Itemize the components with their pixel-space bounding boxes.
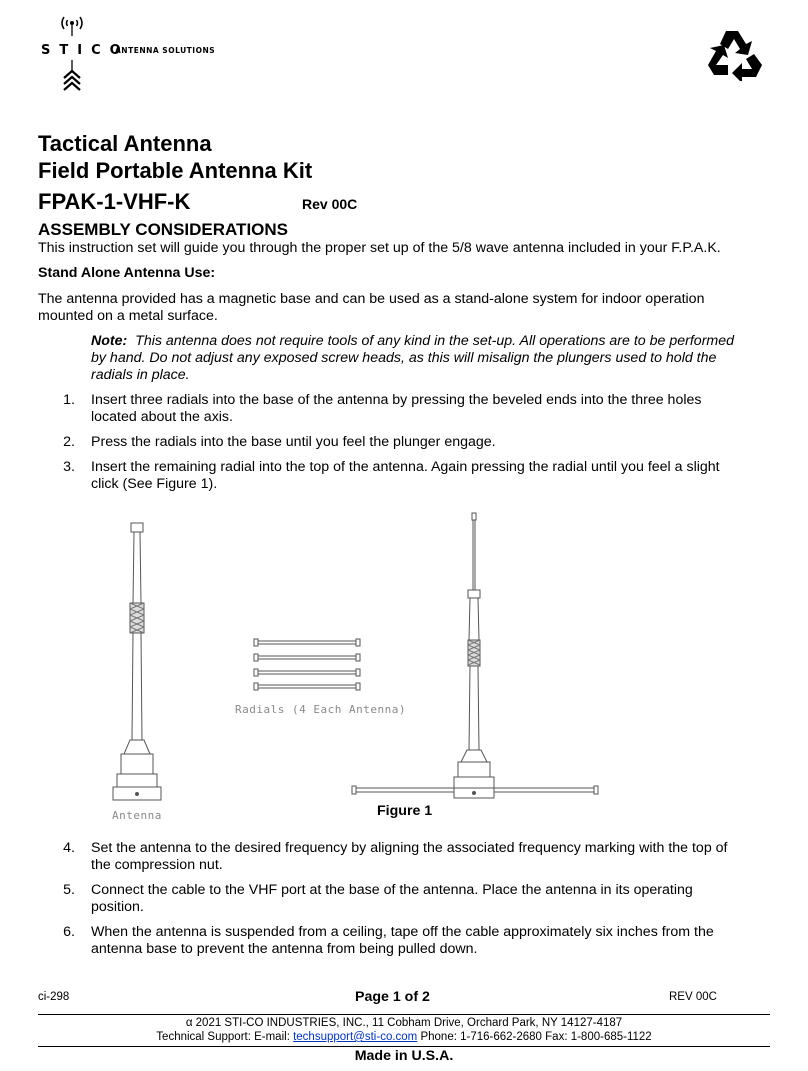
support-line <box>0 1031 808 1043</box>
antenna-signal-icon <box>58 14 86 36</box>
list-item <box>53 882 773 918</box>
assembled-antenna-drawing <box>352 513 598 798</box>
antenna-label: Antenna <box>112 809 162 822</box>
support-email-link[interactable]: techsupport@sti-co.com <box>293 1031 418 1043</box>
step-number: 3. <box>63 459 75 475</box>
step-line1: When the antenna is suspended from a ceiling, tape off the cable approximately six inches from the <box>91 924 714 940</box>
intro-paragraph: This instruction set will guide you through the proper set up of the 5/8 wave antenna included in your F.P.A.K. <box>38 240 721 256</box>
footer-divider-bottom <box>38 1046 770 1047</box>
page-number: Page 1 of 2 <box>355 989 430 1005</box>
title-model: FPAK-1-VHF-K <box>38 189 191 214</box>
step-line1: Set the antenna to the desired frequency by aligning the associated frequency marking with the top of <box>91 840 728 856</box>
note-text-line1: This antenna does not require tools of any kind in the set-up. All operations are to be performed <box>135 333 735 349</box>
subheading: Stand Alone Antenna Use: <box>38 265 216 281</box>
step-line1: Press the radials into the base until you feel the plunger engage. <box>91 434 496 450</box>
title-line2: Field Portable Antenna Kit <box>38 158 313 183</box>
footer-rev: REV 00C <box>669 991 717 1003</box>
note-line3: radials in place. <box>91 367 190 383</box>
company-logo <box>38 14 218 92</box>
paragraph-line2: mounted on a metal surface. <box>38 308 218 324</box>
step-number: 1. <box>63 392 75 408</box>
paragraph-line1: The antenna provided has a magnetic base and can be used as a stand-alone system for indoor operation <box>38 291 705 307</box>
figure-1-drawing <box>90 508 620 808</box>
step-line2: the compression nut. <box>91 857 223 873</box>
radials-label: Radials (4 Each Antenna) <box>235 703 406 716</box>
note-line2: by hand. Do not adjust any exposed screw heads, as this will misalign the plungers used to hold the <box>91 350 717 366</box>
list-item <box>53 840 773 876</box>
list-item <box>53 392 773 428</box>
antenna-drawing <box>113 523 161 800</box>
list-item <box>53 924 773 960</box>
step-line2: located about the axis. <box>91 409 233 425</box>
note-line1 <box>91 333 734 351</box>
step-line2: click (See Figure 1). <box>91 476 218 492</box>
recycle-icon <box>706 27 764 81</box>
step-line1: Connect the cable to the VHF port at the base of the antenna. Place the antenna in its operating <box>91 882 693 898</box>
step-line2: antenna base to prevent the antenna from being pulled down. <box>91 941 478 957</box>
step-number: 6. <box>63 924 75 940</box>
step-line1: Insert the remaining radial into the top of the antenna. Again pressing the radial until you feel a slight <box>91 459 720 475</box>
logo-subtitle: ANTENNA SOLUTIONS <box>115 46 216 55</box>
step-number: 5. <box>63 882 75 898</box>
made-in: Made in U.S.A. <box>354 1048 454 1064</box>
list-item <box>53 459 773 495</box>
step-line1: Insert three radials into the base of the antenna by pressing the beveled ends into the three holes <box>91 392 702 408</box>
figure-caption: Figure 1 <box>377 803 433 819</box>
step-number: 4. <box>63 840 75 856</box>
title-rev: Rev 00C <box>302 196 358 212</box>
radials-drawing <box>254 639 360 690</box>
copyright: α 2021 STI-CO INDUSTRIES, INC., 11 Cobham Drive, Orchard Park, NY 14127-4187 <box>185 1017 623 1029</box>
footer-divider-top <box>38 1014 770 1015</box>
chevron-mark-icon <box>62 60 82 92</box>
section-heading: ASSEMBLY CONSIDERATIONS <box>38 220 289 239</box>
doc-id: ci-298 <box>38 991 70 1003</box>
support-prefix: Technical Support: E-mail: <box>156 1031 290 1043</box>
title-line1: Tactical Antenna <box>38 131 212 156</box>
logo-wordmark: STICO <box>41 43 130 58</box>
step-line2: position. <box>91 899 144 915</box>
support-suffix: Phone: 1-716-662-2680 Fax: 1-800-685-1122 <box>420 1031 652 1043</box>
step-number: 2. <box>63 434 75 450</box>
list-item <box>53 434 773 452</box>
note-label: Note: <box>91 333 128 349</box>
